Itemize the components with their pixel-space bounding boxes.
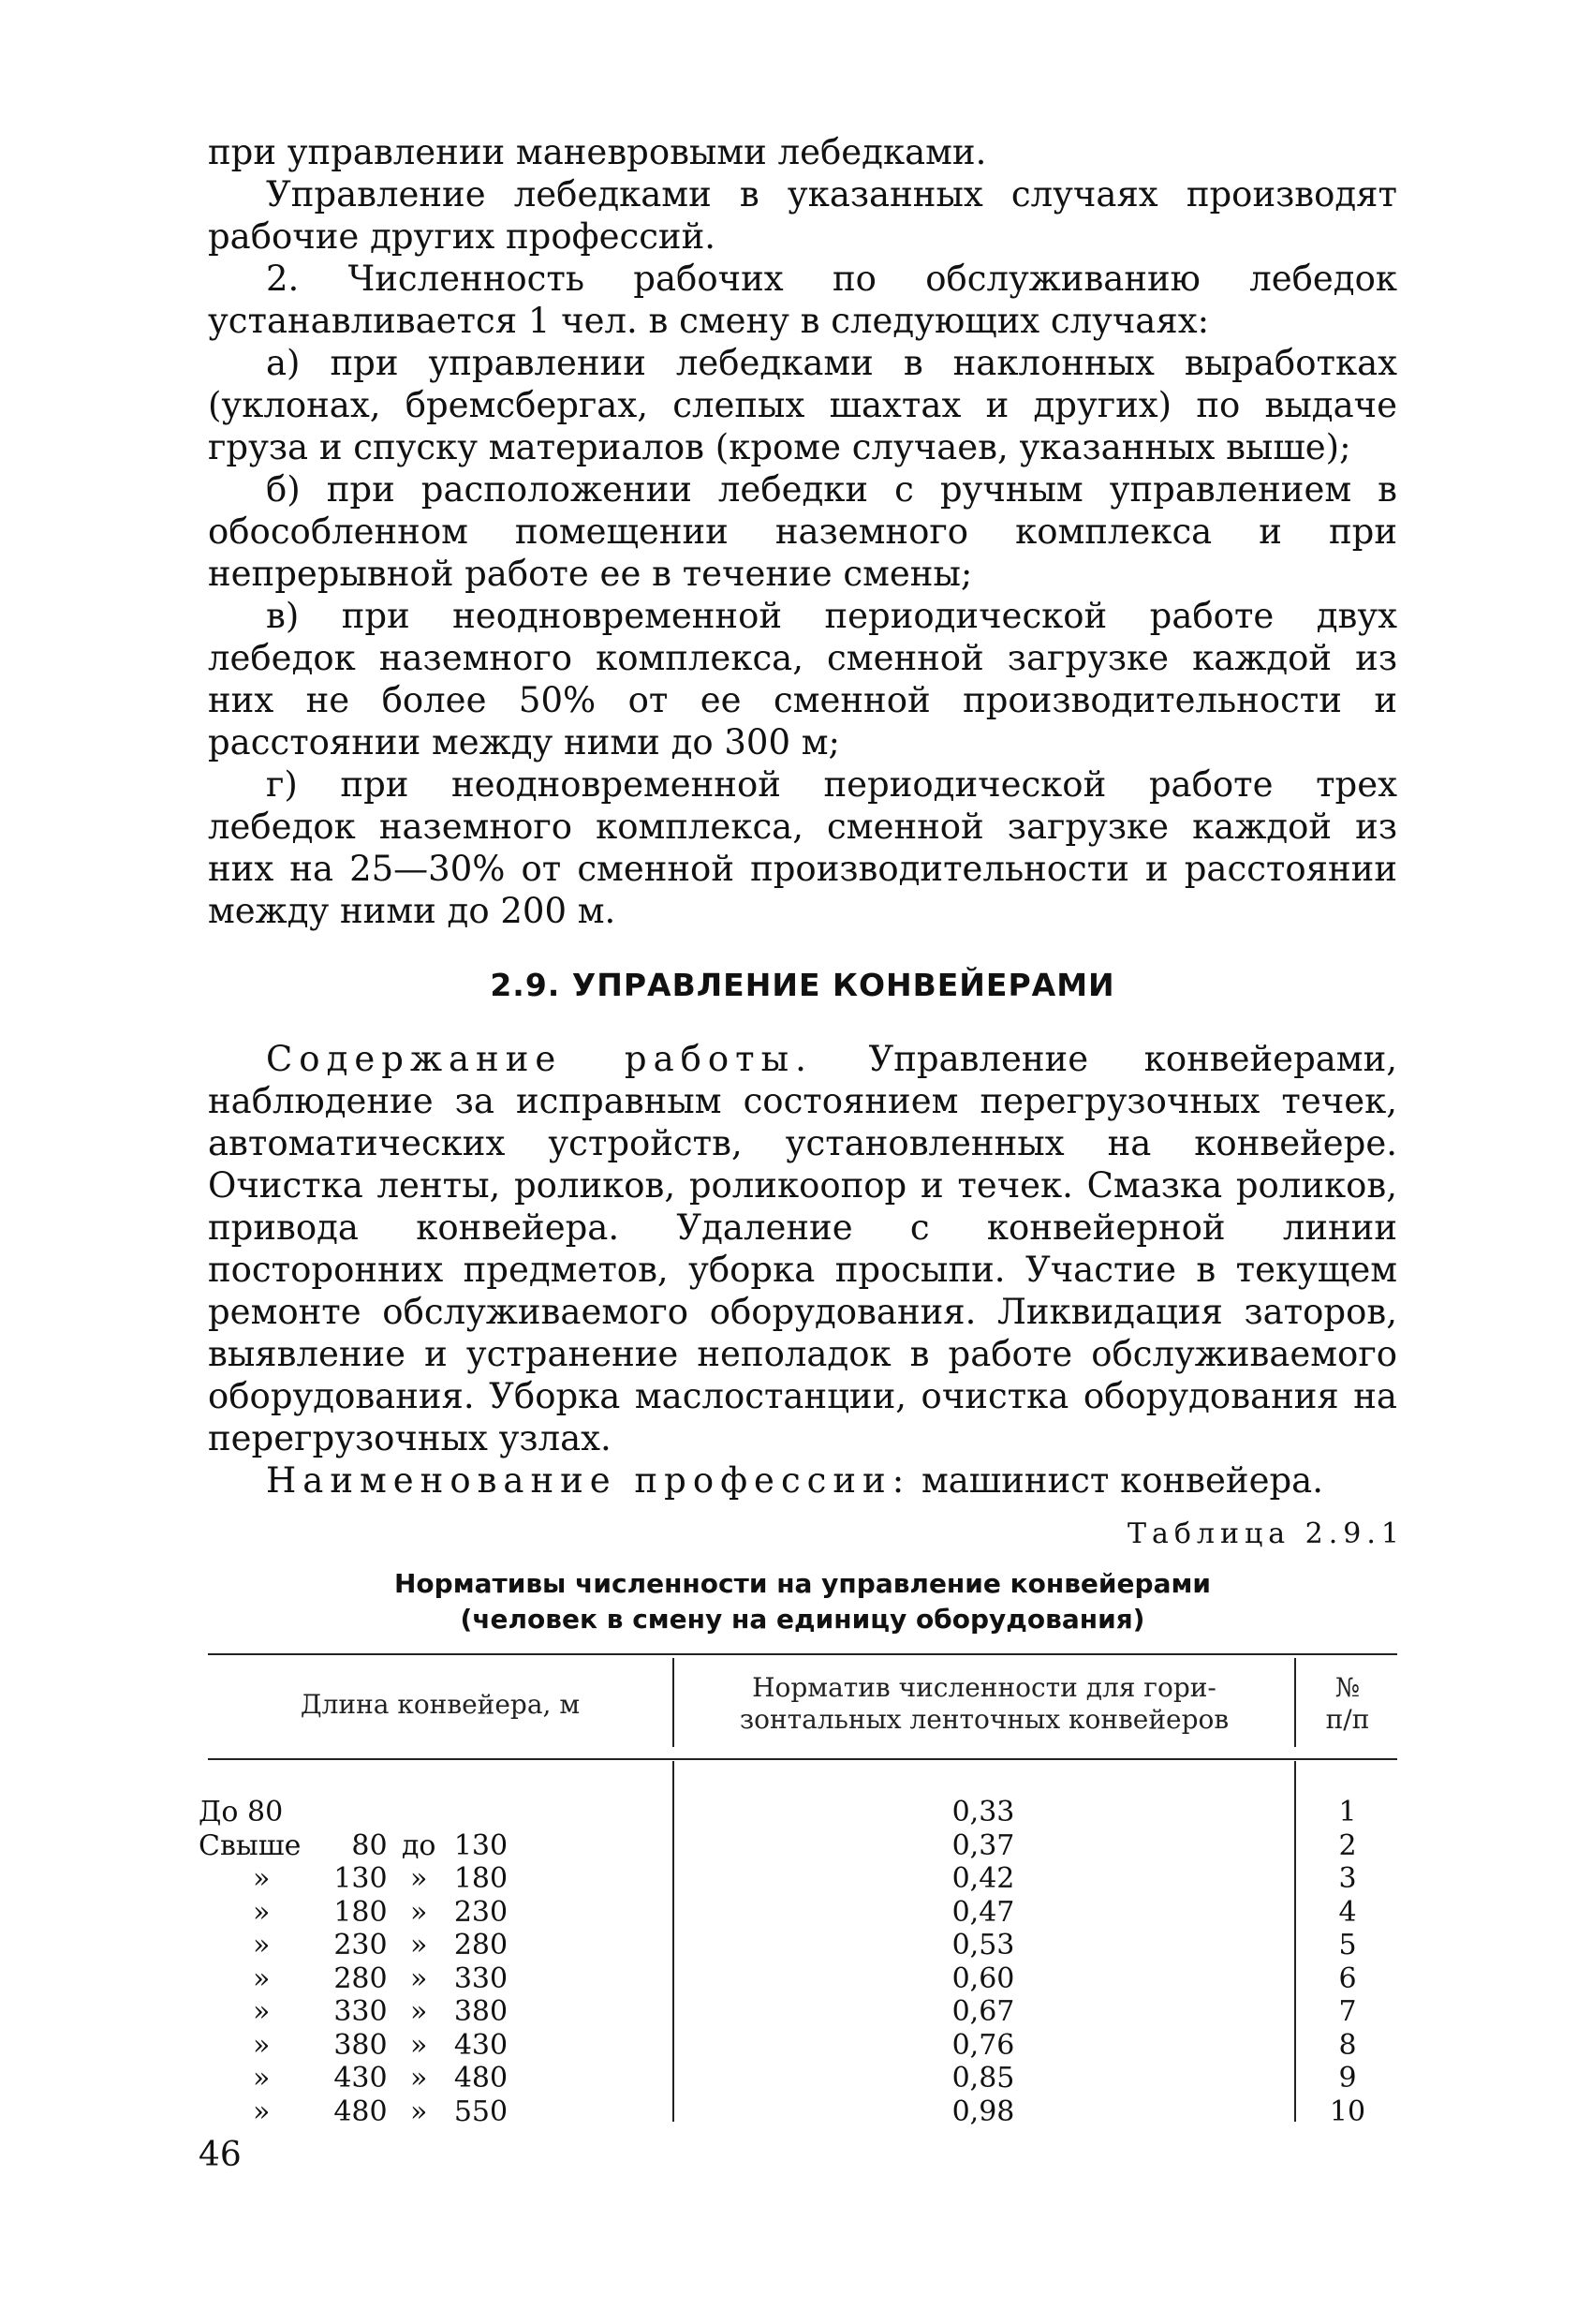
length-cell: »: [253, 2028, 271, 2062]
length-sep: »: [410, 2028, 428, 2062]
length-sep: »: [410, 1995, 428, 2028]
table-row: [199, 1962, 517, 1996]
table-label: Таблица 2.9.1: [1127, 1517, 1405, 1550]
page-number: 46: [199, 2136, 242, 2174]
intro-text: [208, 131, 1397, 932]
table-title: [208, 1566, 1397, 1637]
table-header-rule: [208, 1758, 1397, 1760]
length-sep: [388, 1796, 450, 1829]
table-row: [199, 1896, 517, 1930]
length-sep: »: [410, 1895, 428, 1929]
table-row: [199, 1929, 517, 1962]
number-cell: 4: [1338, 1895, 1357, 1929]
header-line: Норматив численности для гори-: [752, 1672, 1216, 1703]
table-row: [199, 2029, 517, 2063]
header-line: зонтальных ленточных конвейеров: [739, 1704, 1230, 1735]
profession-label: Наименование профессии:: [266, 1460, 911, 1501]
table-header-number: [1297, 1672, 1398, 1736]
section-body: [208, 1038, 1397, 1502]
paragraph: Управление лебедками в указанных случаях производят рабочие других профессий.: [208, 174, 1397, 257]
number-cell: 5: [1338, 1929, 1357, 1961]
length-column: [199, 1796, 517, 2128]
length-cell: »: [253, 2095, 271, 2128]
length-from: 130: [333, 1862, 388, 1895]
paragraph: г) при неодновременной периодической работе трех лебедок наземного комплекса, сменной загрузке каждой из них на 25—30% от сменной производительности и расстоянии между ними до 200 м.: [208, 764, 1397, 931]
length-sep: »: [410, 1961, 428, 1995]
length-to: 550: [453, 2095, 509, 2128]
table-title-line: (человек в смену на единицу оборудования): [460, 1604, 1145, 1635]
table-header-length: Длина конвейера, м: [300, 1689, 581, 1720]
length-from: [324, 1796, 387, 1829]
table-row: [199, 2095, 517, 2129]
number-cell: 1: [1338, 1796, 1357, 1828]
norm-cell: 0,67: [951, 1995, 1015, 2028]
table-vertical-rule: [1294, 1761, 1296, 2122]
table-row: [199, 2062, 517, 2095]
norm-cell: 0,42: [951, 1862, 1015, 1895]
paragraph: в) при неодновременной периодической работе двух лебедок наземного комплекса, сменной загрузке каждой из них не более 50% от ее сменной производительности и расстоянии между ними до 300 м;: [208, 596, 1397, 762]
number-cell: 7: [1338, 1995, 1357, 2028]
number-cell: 10: [1329, 2095, 1366, 2128]
length-cell: Свыше: [199, 1828, 302, 1862]
length-from: 180: [333, 1895, 388, 1929]
work-content-label: Содержание работы.: [266, 1039, 813, 1079]
header-line: №: [1334, 1672, 1361, 1703]
table-top-rule: [208, 1653, 1397, 1655]
length-sep: »: [410, 2062, 428, 2095]
length-to: 180: [453, 1862, 509, 1895]
length-to: 280: [453, 1929, 509, 1961]
number-cell: 8: [1338, 2028, 1357, 2062]
paragraph: при управлении маневровыми лебедками.: [208, 132, 987, 172]
table-row: [199, 1796, 517, 1829]
length-cell: »: [253, 1961, 271, 1995]
length-from: 80: [351, 1828, 388, 1862]
length-cell: »: [253, 1862, 271, 1895]
length-sep: »: [410, 1862, 428, 1895]
norm-column: [674, 1796, 1292, 2128]
table-header-norm: [674, 1672, 1294, 1736]
length-cell: До 80: [199, 1796, 284, 1828]
paragraph: б) при расположении лебедки с ручным управлением в обособленном помещении наземного комплекса и при непрерывной работе ее в течение смены;: [208, 469, 1397, 594]
profession-text: машинист конвейера.: [910, 1460, 1323, 1501]
norm-cell: 0,85: [951, 2062, 1015, 2095]
norm-cell: 0,53: [951, 1929, 1015, 1961]
length-sep: »: [410, 2095, 428, 2128]
profession-paragraph: [208, 1459, 1397, 1502]
norm-cell: 0,33: [951, 1796, 1015, 1828]
table-row: [199, 1995, 517, 2029]
length-to: 130: [453, 1828, 509, 1862]
length-to: 380: [453, 1995, 509, 2028]
table-title-line: Нормативы численности на управление конвейерами: [394, 1568, 1211, 1599]
length-to: 430: [453, 2028, 509, 2062]
length-from: 480: [333, 2095, 388, 2128]
paragraph: 2. Численность рабочих по обслуживанию лебедок устанавливается 1 чел. в смену в следующих случаях:: [208, 259, 1397, 341]
number-cell: 3: [1338, 1862, 1357, 1895]
length-sep: »: [410, 1929, 428, 1961]
table-row: [199, 1829, 517, 1863]
length-cell: »: [253, 1895, 271, 1929]
norm-cell: 0,98: [951, 2095, 1015, 2128]
section-heading: 2.9. УПРАВЛЕНИЕ КОНВЕЙЕРАМИ: [490, 967, 1115, 1003]
paragraph: а) при управлении лебедками в наклонных выработках (уклонах, бремсбергах, слепых шахтах и других) по выдаче груза и спуску материалов (кроме случаев, указанных выше);: [208, 343, 1397, 467]
table-row: [199, 1862, 517, 1896]
length-cell: »: [253, 1929, 271, 1961]
length-from: 380: [333, 2028, 388, 2062]
length-from: 230: [333, 1929, 388, 1961]
length-from: 430: [333, 2062, 388, 2095]
number-column: [1297, 1796, 1398, 2128]
norm-cell: 0,76: [951, 2028, 1015, 2062]
norm-cell: 0,37: [951, 1828, 1015, 1862]
length-from: 280: [333, 1961, 388, 1995]
length-to: [450, 1796, 517, 1829]
length-to: 230: [453, 1895, 509, 1929]
norm-cell: 0,47: [951, 1895, 1015, 1929]
length-sep: до: [401, 1828, 436, 1862]
header-line: п/п: [1325, 1704, 1370, 1735]
number-cell: 6: [1338, 1961, 1357, 1995]
table-vertical-rule: [1294, 1658, 1296, 1747]
work-content-text: Управление конвейерами, наблюдение за исправным состоянием перегрузочных течек, автоматических устройств, установленных на конвейере. Очистка ленты, роликов, роликоопор и течек. Смазка роликов, привода конвейера. Удаление с конвейерной линии посторонних предметов, уборка просыпи. Участие в текущем ремонте обслуживаемого оборудования. Ликвидация заторов, выявление и устранение неполадок в работе обслуживаемого оборудования. Уборка маслостанции, очистка оборудования на перегрузочных узлах.: [208, 1039, 1398, 1458]
work-content-paragraph: [208, 1038, 1397, 1459]
length-to: 480: [453, 2062, 509, 2095]
number-cell: 2: [1338, 1828, 1357, 1862]
length-cell: »: [253, 2062, 271, 2095]
number-cell: 9: [1338, 2062, 1357, 2095]
length-from: 330: [333, 1995, 388, 2028]
length-cell: »: [253, 1995, 271, 2028]
norm-cell: 0,60: [951, 1961, 1015, 1995]
length-to: 330: [453, 1961, 509, 1995]
